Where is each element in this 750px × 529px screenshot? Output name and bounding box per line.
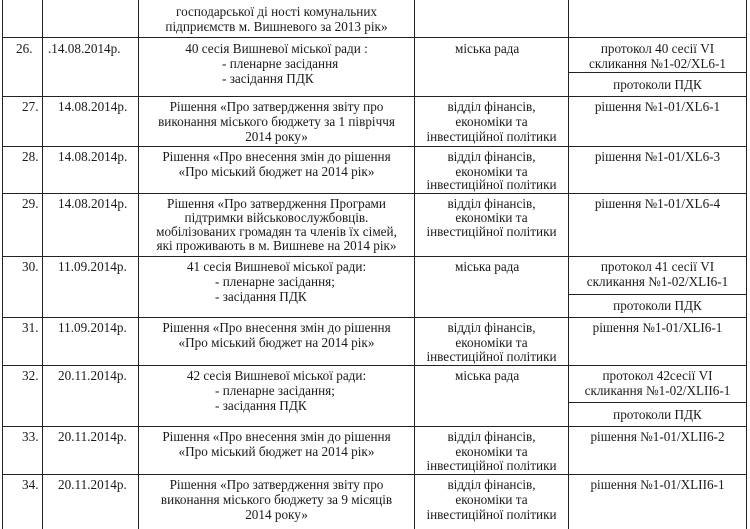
row-border [2,256,747,257]
row-date: .14.08.2014р. [48,41,121,56]
row-date: 11.09.2014р. [58,320,127,335]
row-title-line: - засідання ПДК [215,398,307,413]
row-title-line: виконання міського бюджету за 9 місяців [160,492,393,507]
row-document-line: протоколи ПДК [613,298,702,313]
row-department: інвестиційної політики [426,224,557,239]
row-department: інвестиційної політики [426,507,557,522]
row-number: 31. [22,320,39,335]
row-title-line: Рішення «Про внесення змін до рішення [162,429,391,444]
row-department: відділ фінансів, [447,320,536,335]
row-department: економіки та [455,114,528,129]
row-date: 20.11.2014р. [58,477,127,492]
row-department: відділ фінансів, [447,99,536,114]
row-title-line: 40 сесія Вишневої міської ради : [185,41,368,56]
cell-split-border [568,72,746,73]
row-date: 14.08.2014р. [58,196,128,211]
row-document: рішення №1-01/XL6-4 [594,196,721,211]
row-title-line: які проживають в м. Вишневе на 2014 рік» [156,238,397,253]
row-department: міська рада [455,41,520,56]
row-border [2,96,747,97]
row-department: відділ фінансів, [447,477,536,492]
row-document-line: протокол 40 сесії VI [600,41,715,56]
row-title-line: - пленарне засідання; [215,274,335,289]
row-document: рішення №1-01/XL6-1 [594,99,721,114]
row-date: 11.09.2014р. [58,259,127,274]
row-number: 30. [22,259,39,274]
row-title-line: підтримки військовослужбовців. [184,210,369,225]
row-document-line: скликання №1-02/XLII6-1 [584,383,731,398]
row-number: 33. [22,429,39,444]
cell-split-border [568,294,746,295]
row-department: інвестиційної політики [426,349,557,364]
row-document-line: протоколи ПДК [613,77,702,92]
row-document-line: протокол 42сесії VI [602,368,713,383]
row-date: 20.11.2014р. [58,368,127,383]
row-title-line: Рішення «Про затвердження Програми [167,196,386,211]
row-department: відділ фінансів, [447,196,536,211]
row-title-line: Рішення «Про затвердження звіту про [169,477,384,492]
row-title-line: 2014 року» [245,129,308,144]
row-department: інвестиційної політики [426,177,557,192]
row-department: економіки та [455,492,528,507]
row-border [2,146,747,147]
row-title-line: «Про міський бюджет на 2014 рік» [178,444,375,459]
row-title-line: - пленарне засідання; [215,383,335,398]
row-document: рішення №1-01/XLII6-2 [590,429,725,444]
row-title-line: «Про міський бюджет на 2014 рік» [178,164,375,179]
row-title-line: 42 сесія Вишневої міської ради: [186,368,367,383]
row-document-line: скликання №1-02/XL6-1 [588,56,726,71]
row-department: інвестиційної політики [426,129,557,144]
row-department: міська рада [455,259,520,274]
row-number: 34. [22,477,39,492]
row-document-line: скликання №1-02/XLI6-1 [586,274,729,289]
row-border [2,317,747,318]
row-title-line: Рішення «Про внесення змін до рішення [162,320,391,335]
row-title-line: 41 сесія Вишневої міської ради: [186,259,367,274]
row-department: економіки та [455,335,528,350]
row-title-line: Рішення «Про внесення змін до рішення [162,149,391,164]
table-border-left [2,0,3,529]
row-title-line: 2014 року» [245,507,308,522]
row-border [2,37,747,38]
row-border [2,474,747,475]
column-divider-num [42,0,43,529]
row-number: 27. [22,99,39,114]
row-number: 26. [16,41,33,56]
row-document: рішення №1-01/XLII6-1 [590,477,725,492]
row-department: міська рада [455,368,520,383]
row-border [2,193,747,194]
row-document-line: протокол 41 сесії VI [600,259,715,274]
row-date: 14.08.2014р. [58,149,128,164]
cell-split-border [568,402,746,403]
row-title-line: Рішення «Про затвердження звіту про [169,99,384,114]
row-department: інвестиційної політики [426,458,557,473]
top-row-title-line: господарської ді ності комунальних [175,4,378,19]
row-department: економіки та [455,164,528,179]
row-date: 14.08.2014р. [58,99,128,114]
table-border-right [746,0,747,529]
row-border [2,426,747,427]
row-title-line: «Про міський бюджет на 2014 рік» [178,335,375,350]
row-document: рішення №1-01/XLI6-1 [592,320,723,335]
row-department: економіки та [455,444,528,459]
row-title-line: - засідання ПДК [215,289,307,304]
row-document: рішення №1-01/XL6-3 [594,149,721,164]
row-number: 28. [22,149,39,164]
row-number: 29. [22,196,39,211]
row-number: 32. [22,368,39,383]
row-title-line: - пленарне засідання [222,56,339,71]
row-border [2,365,747,366]
row-document-line: протоколи ПДК [613,407,702,422]
row-title-line: - засідання ПДК [222,71,314,86]
row-title-line: виконання міського бюджету за 1 півріччя [158,114,395,129]
row-department: відділ фінансів, [447,429,536,444]
row-date: 20.11.2014р. [58,429,127,444]
row-title-line: мобілізованих громадян та членів їх сімей, [156,224,397,239]
row-department: відділ фінансів, [447,149,536,164]
row-department: економіки та [455,210,528,225]
top-row-title-line: підприємств м. Вишневого за 2013 рік» [165,19,388,34]
